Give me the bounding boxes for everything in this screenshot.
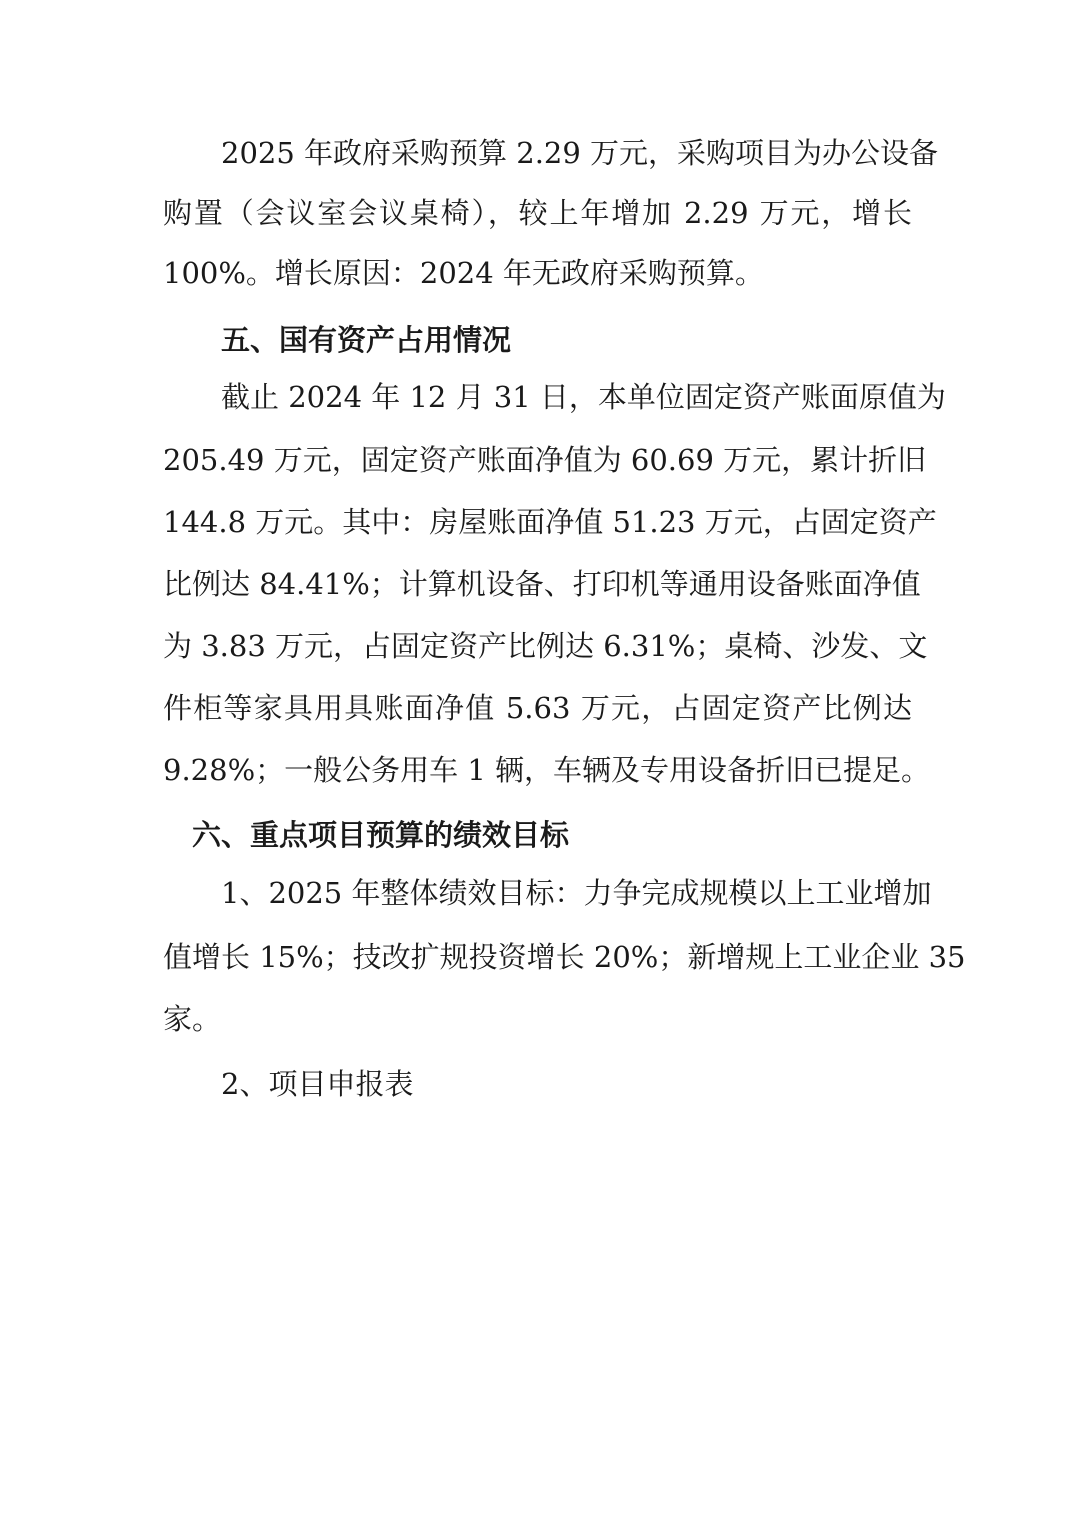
assets-paragraph-line-3: 144.8 万元。其中：房屋账面净值 51.23 万元，占固定资产 (163, 505, 937, 539)
goals-item2-project-application-form: 2、项目申报表 (221, 1067, 414, 1101)
section-heading-performance-goals: 六、重点项目预算的绩效目标 (192, 818, 570, 852)
goals-item1-line-3: 家。 (163, 1002, 222, 1036)
procurement-paragraph-line-3: 100%。增长原因：2024 年无政府采购预算。 (163, 256, 764, 290)
procurement-paragraph-line-1: 2025 年政府采购预算 2.29 万元，采购项目为办公设备 (221, 136, 939, 170)
assets-paragraph-line-1: 截止 2024 年 12 月 31 日，本单位固定资产账面原值为 (221, 380, 946, 414)
assets-paragraph-line-7: 9.28%；一般公务用车 1 辆，车辆及专用设备折旧已提足。 (163, 753, 931, 787)
goals-item1-line-1: 1、2025 年整体绩效目标：力争完成规模以上工业增加 (221, 876, 932, 910)
assets-paragraph-line-4: 比例达 84.41%；计算机设备、打印机等通用设备账面净值 (163, 567, 921, 601)
assets-paragraph-line-5: 为 3.83 万元，占固定资产比例达 6.31%；桌椅、沙发、文 (163, 629, 928, 663)
goals-item1-line-2: 值增长 15%；技改扩规投资增长 20%；新增规上工业企业 35 (163, 940, 966, 974)
assets-paragraph-line-6: 件柜等家具用具账面净值 5.63 万元，占固定资产比例达 (163, 691, 912, 725)
procurement-paragraph-line-2: 购置（会议室会议桌椅），较上年增加 2.29 万元，增长 (163, 196, 912, 230)
section-heading-state-assets: 五、国有资产占用情况 (221, 323, 512, 357)
assets-paragraph-line-2: 205.49 万元，固定资产账面净值为 60.69 万元，累计折旧 (163, 443, 927, 477)
